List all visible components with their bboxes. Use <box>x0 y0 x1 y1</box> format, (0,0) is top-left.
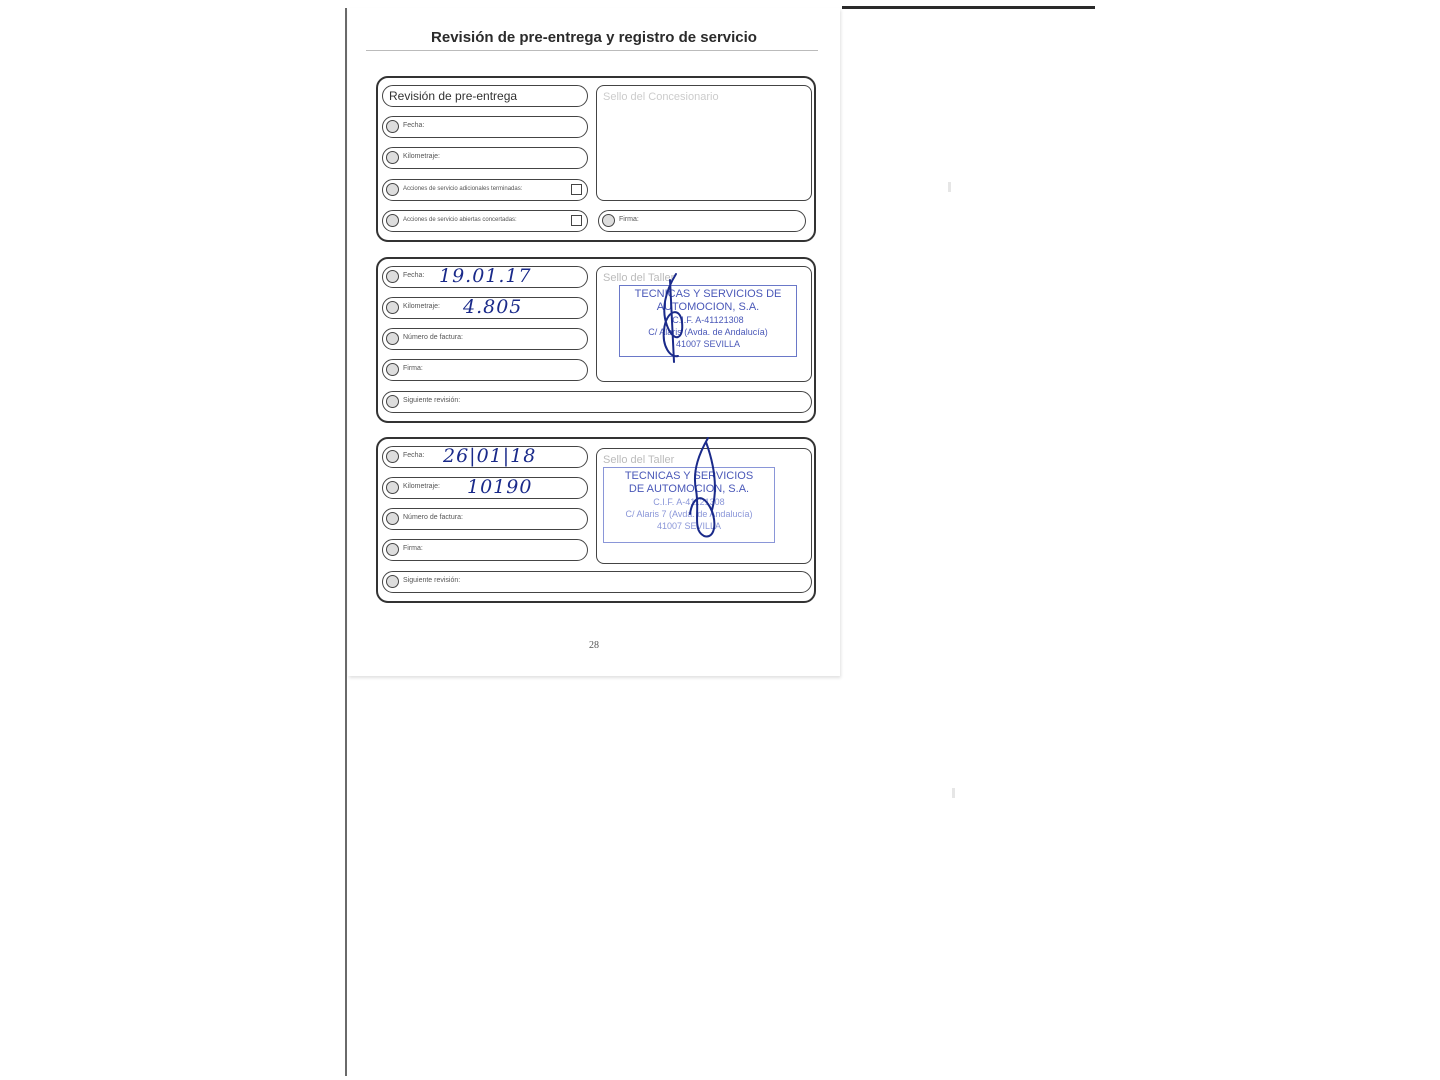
field-label: Fecha: <box>403 452 425 459</box>
stamp-line: 41007 SEVILLA <box>656 521 722 531</box>
field-firma-dealer[interactable] <box>598 210 806 232</box>
bullet-icon <box>386 575 399 588</box>
handwritten-km: 4.805 <box>463 296 523 318</box>
field-label: Kilometraje: <box>403 303 440 310</box>
stamp-line: TECNICAS Y SERVICIOS <box>624 470 754 482</box>
field-acciones-abiertas[interactable] <box>382 210 588 232</box>
stamp-line: 41007 SEVILLA <box>675 339 741 349</box>
page-number: 28 <box>589 640 599 651</box>
field-firma[interactable] <box>382 359 588 381</box>
bullet-icon <box>386 512 399 525</box>
handwritten-date: 26|01|18 <box>443 445 537 467</box>
page-title: Revisión de pre-entrega y registro de servicio <box>431 29 757 46</box>
field-fecha[interactable] <box>382 446 588 468</box>
field-numero-factura[interactable] <box>382 328 588 350</box>
workshop-stamp-label: Sello del Taller <box>603 454 675 466</box>
bullet-icon <box>386 481 399 494</box>
field-firma[interactable] <box>382 539 588 561</box>
workshop-stamp <box>619 285 797 357</box>
workshop-stamp-label: Sello del Taller <box>603 272 675 284</box>
field-acciones-terminadas[interactable] <box>382 179 588 201</box>
dealer-stamp-box <box>596 85 812 201</box>
field-label: Número de factura: <box>403 334 463 341</box>
field-label: Acciones de servicio abiertas concertadas: <box>403 217 517 223</box>
stamp-line: AUTOMOCION, S.A. <box>656 301 760 313</box>
field-label: Kilometraje: <box>403 483 440 490</box>
handwritten-km: 10190 <box>467 476 533 498</box>
field-label: Número de factura: <box>403 514 463 521</box>
stamp-line: C/ Alaris 7 (Avda. de Andalucía) <box>625 509 753 519</box>
field-kilometraje[interactable] <box>382 297 588 319</box>
field-numero-factura[interactable] <box>382 508 588 530</box>
dealer-stamp-label: Sello del Concesionario <box>603 91 719 103</box>
field-label: Kilometraje: <box>403 153 440 160</box>
field-label: Acciones de servicio adicionales terminadas: <box>403 186 523 192</box>
stamp-line: C/ Alaris (Avda. de Andalucía) <box>648 327 768 337</box>
stamp-line: TECNICAS Y SERVICIOS DE <box>634 288 782 300</box>
field-label: Firma: <box>403 365 423 372</box>
stamp-line: DE AUTOMOCION, S.A. <box>628 483 750 495</box>
service-record-panel-2 <box>376 437 816 603</box>
field-label: Siguiente revisión: <box>403 397 461 404</box>
bullet-icon <box>386 183 399 196</box>
bullet-icon <box>386 363 399 376</box>
field-kilometraje[interactable] <box>382 147 588 169</box>
bullet-icon <box>386 151 399 164</box>
stamp-line: C.I.F. A-41121308 <box>672 315 744 325</box>
bullet-icon <box>386 543 399 556</box>
service-record-panel-1 <box>376 257 816 423</box>
bullet-icon <box>386 395 399 408</box>
scan-edge-left <box>345 8 347 1076</box>
bullet-icon <box>386 332 399 345</box>
field-siguiente-revision[interactable] <box>382 571 812 593</box>
field-fecha[interactable] <box>382 266 588 288</box>
bullet-icon <box>386 301 399 314</box>
workshop-stamp-box <box>596 266 812 382</box>
scan-speck <box>952 788 955 798</box>
checkbox-icon[interactable] <box>571 215 582 226</box>
scan-speck <box>948 182 951 192</box>
bullet-icon <box>602 214 615 227</box>
pre-delivery-heading <box>382 85 588 107</box>
field-siguiente-revision[interactable] <box>382 391 812 413</box>
field-label: Fecha: <box>403 272 425 279</box>
bullet-icon <box>386 120 399 133</box>
document-page <box>348 8 840 676</box>
field-label: Firma: <box>403 545 423 552</box>
bullet-icon <box>386 450 399 463</box>
stamp-line: C.I.F. A-41121308 <box>653 497 725 507</box>
handwritten-date: 19.01.17 <box>439 265 532 287</box>
pre-delivery-panel <box>376 76 816 242</box>
bullet-icon <box>386 214 399 227</box>
title-rule <box>366 50 818 51</box>
pre-delivery-heading-label: Revisión de pre-entrega <box>389 89 518 103</box>
field-fecha[interactable] <box>382 116 588 138</box>
workshop-stamp <box>603 467 775 543</box>
workshop-stamp-box <box>596 448 812 564</box>
field-label: Firma: <box>619 216 639 223</box>
field-label: Siguiente revisión: <box>403 577 461 584</box>
checkbox-icon[interactable] <box>571 184 582 195</box>
field-kilometraje[interactable] <box>382 477 588 499</box>
bullet-icon <box>386 270 399 283</box>
scan-edge-top <box>842 6 1095 9</box>
field-label: Fecha: <box>403 122 425 129</box>
